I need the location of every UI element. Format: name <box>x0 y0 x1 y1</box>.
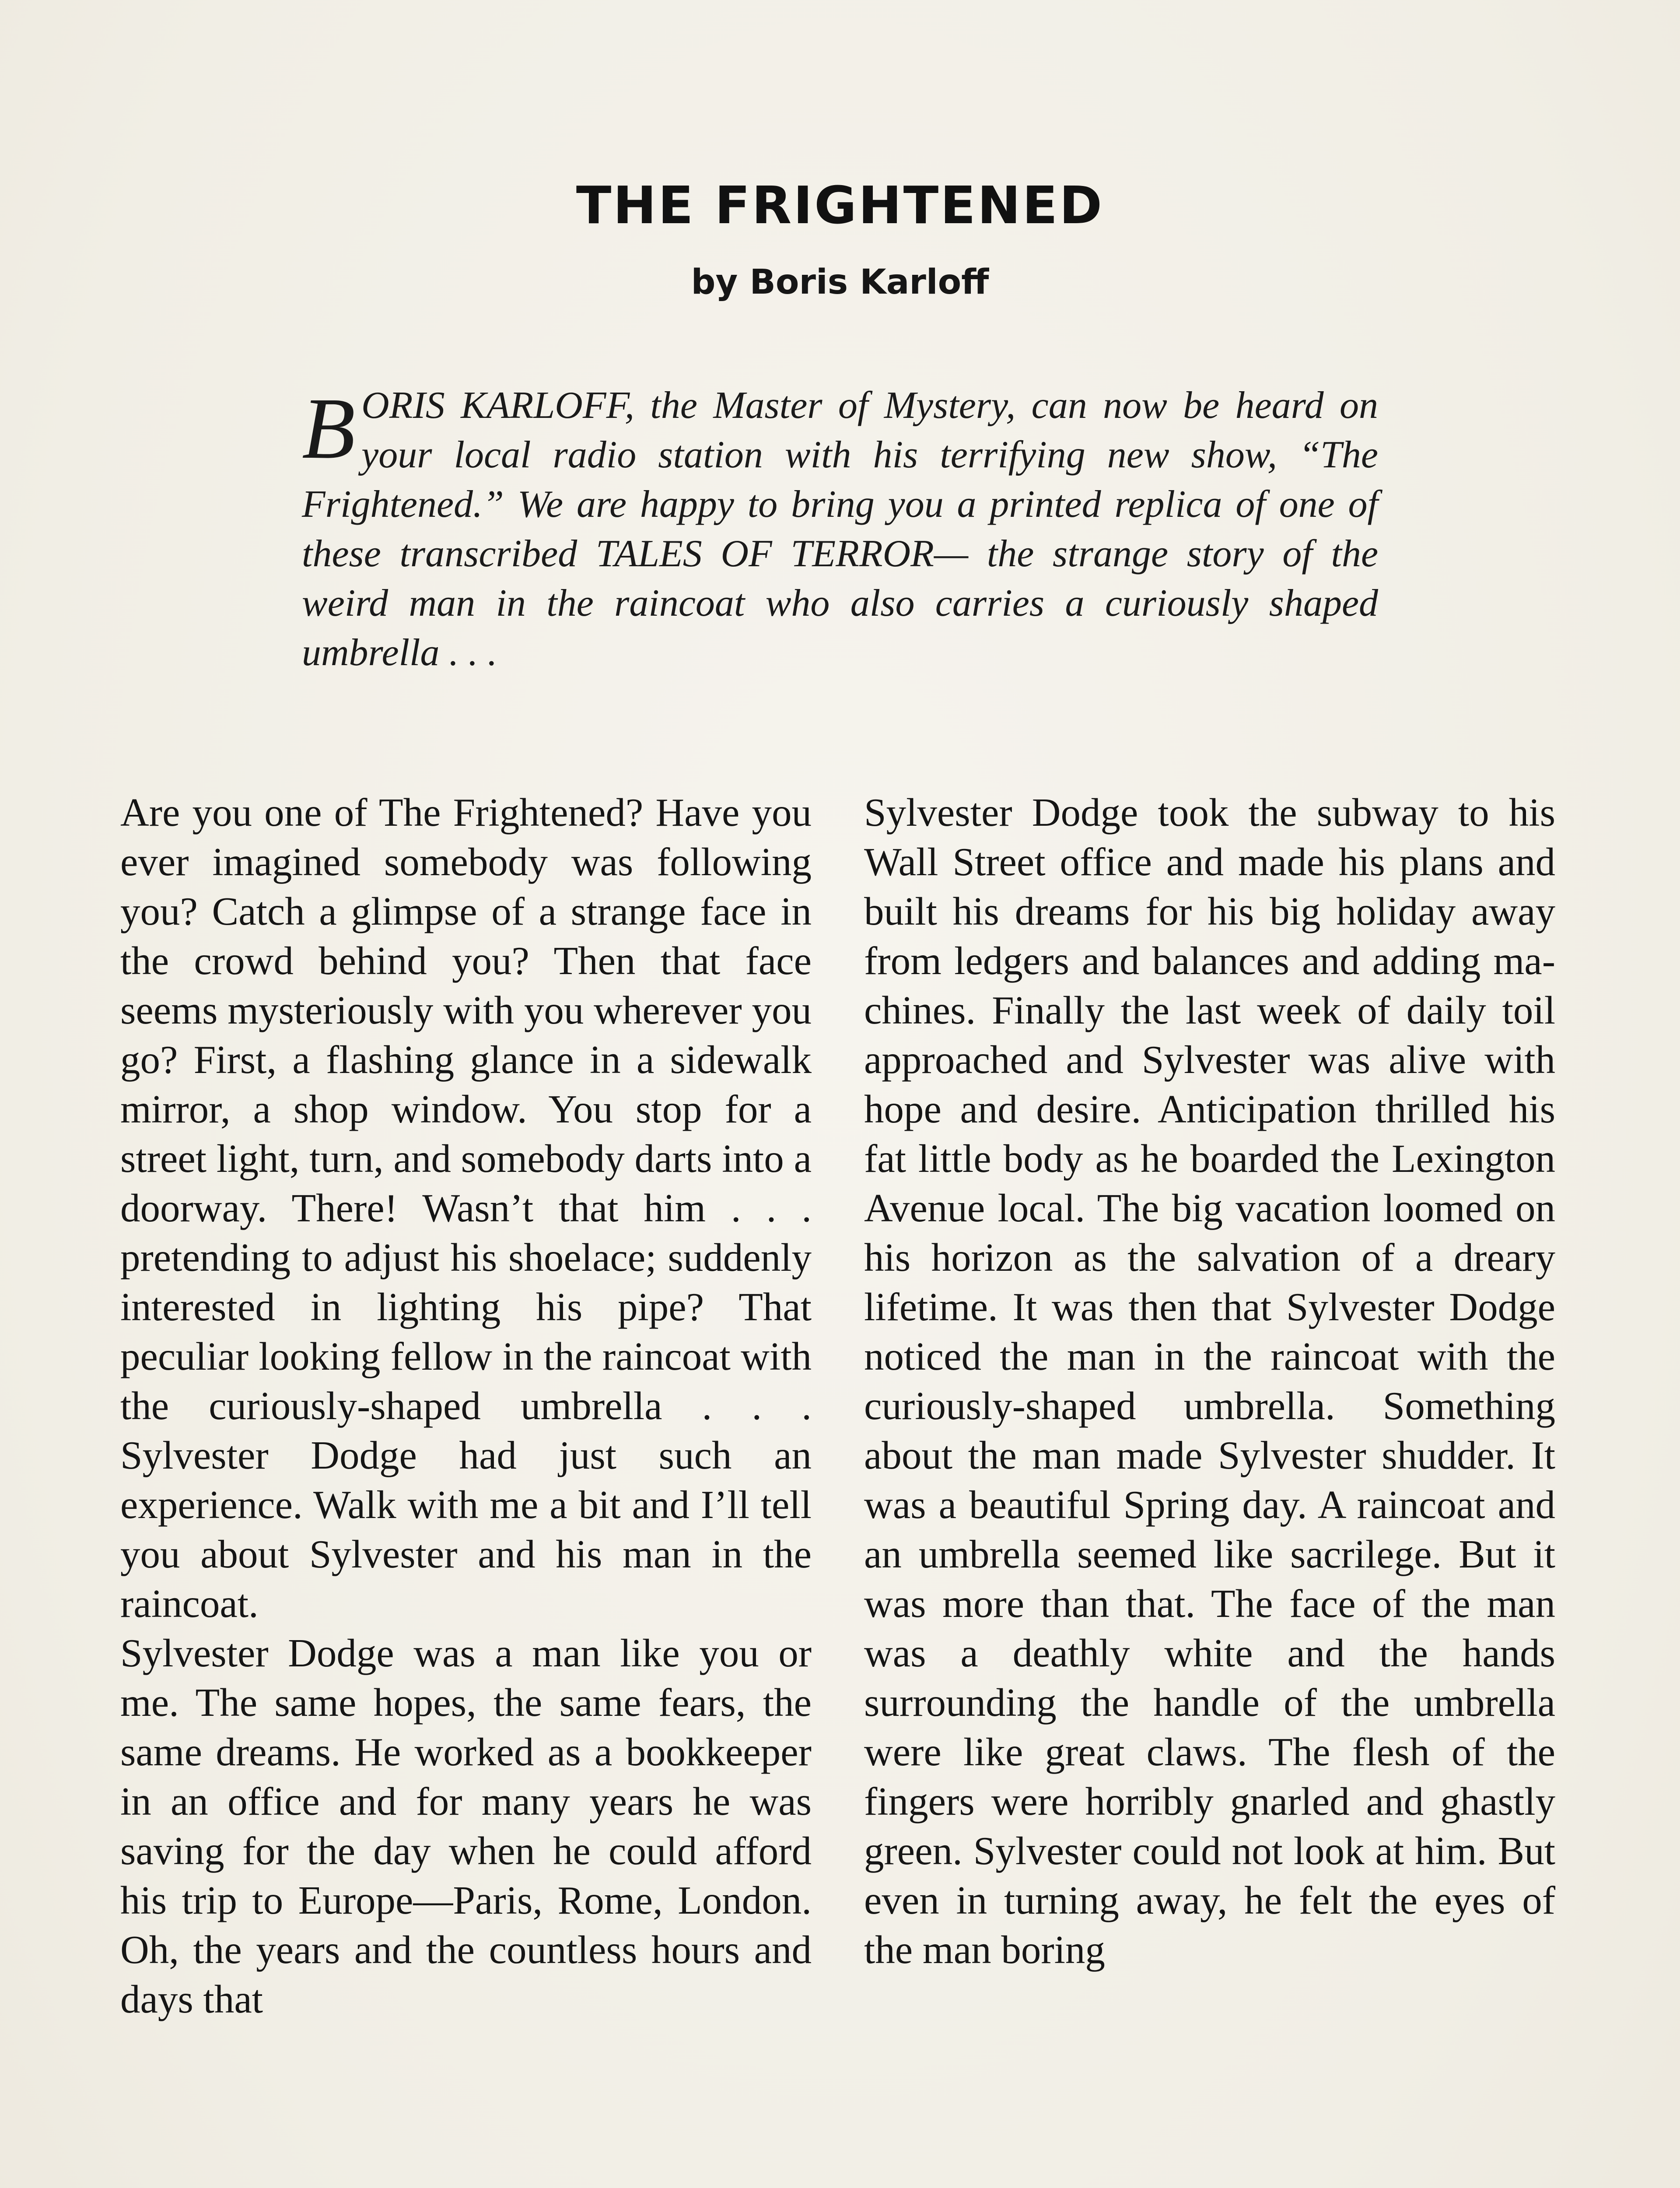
paragraph: Sylvester Dodge took the subway to his Wall Street office and made his plans and built his dreams for his big holiday away from ledgers and balances and adding machines. Finally the last week of daily toil approached and Sylvester was alive with hope and desire. Anticipation thrilled his fat little body as he boarded the Lexington Avenue local. The big vacation loomed on his horizon as the salvation of a dreary lifetime. It was then that Sylvester Dodge noticed the man in the raincoat with the curiously-shaped umbrella. Something about the man made Sylvester shudder. It was a beautiful Spring day. A raincoat and an umbrella seemed like sacrilege. But it was more than that. The face of the man was a deathly white and the hands surrounding the handle of the umbrella were like great claws. The flesh of the fingers were horribly gnarled and ghastly green. Sylvester could not look at him. But even in turning away, he felt the eyes of the man boring <box>864 790 1555 1972</box>
article-byline: by Boris Karloff <box>691 263 989 302</box>
paragraph: Sylvester Dodge was a man like you or me. The same hopes, the same fears, the same dreams. He worked as a bookkeeper in an office and for many years he was saving for the day when he could afford his trip to Europe—Paris, Rome, London. Oh, the years and the countless hours and days that <box>120 1631 812 2021</box>
right-column <box>864 788 1555 1974</box>
drop-cap: B <box>302 380 356 477</box>
article-title: THE FRIGHTENED <box>576 175 1104 235</box>
paragraph: Are you one of The Frightened? Have you ever imagined somebody was following you? Catch a glimpse of a strange face in the crowd behind you? Then that face seems mysteriously with you wherever you go? First, a flashing glance in a sidewalk mirror, a shop window. You stop for a street light, turn, and somebody darts into a doorway. There! Wasn’t that him . . . pretending to adjust his shoelace; suddenly interested in lighting his pipe? That peculiar looking fellow in the raincoat with the curiously-shaped umbrella . . . Sylvester Dodge had just such an experience. Walk with me a bit and I’ll tell you about Sylvester and his man in the raincoat. <box>120 790 812 1626</box>
left-column <box>120 788 812 2024</box>
article-intro <box>302 381 1378 677</box>
intro-text: ORIS KARLOFF, the Master of Mystery, can now be heard on your local radio station with his terrifying new show, “The Frightened.” We are happy to bring you a printed replica of one of these transcribed TALES OF TERROR— the strange story of the weird man in the raincoat who also carries a curiously shaped umbrella . . . <box>302 384 1378 674</box>
